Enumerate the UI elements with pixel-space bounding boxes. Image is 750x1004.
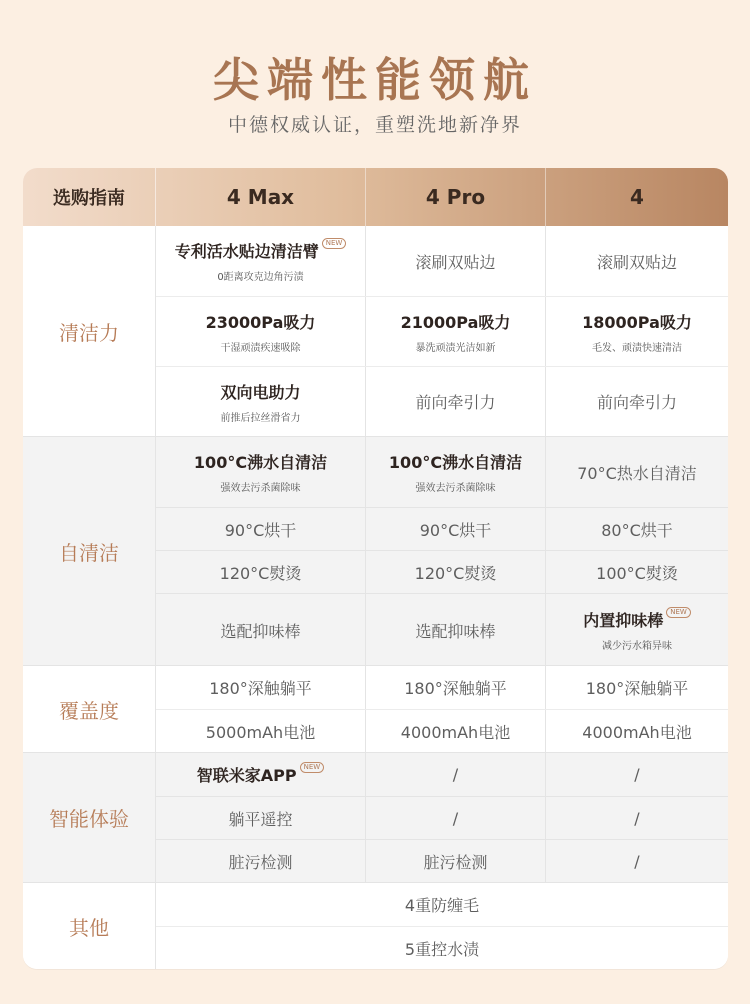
table-row xyxy=(156,366,728,436)
cell-main-text: 18000Pa吸力 xyxy=(582,312,692,332)
cell-4pro xyxy=(366,594,546,666)
cell-main-text: 5000mAh电池 xyxy=(205,723,316,742)
cell-main-text: / xyxy=(634,852,640,871)
group-label-coverage: 覆盖度 xyxy=(23,666,156,752)
cell-main-text: 选配抑味棒 xyxy=(415,621,496,641)
cell-sub-text: 强效去污杀菌除味 xyxy=(415,483,496,494)
cell-4max xyxy=(156,508,366,550)
cell-main-text: 100°C沸水自清洁 xyxy=(193,453,328,472)
table-row xyxy=(156,226,728,296)
table-row xyxy=(156,883,728,926)
table-row xyxy=(156,926,728,969)
cell-main-text: 5重控水渍 xyxy=(404,940,480,959)
cell-sub-text: 暴洗顽渍光洁如新 xyxy=(415,342,496,354)
cell-4pro xyxy=(366,710,546,753)
new-badge: NEW xyxy=(300,762,325,773)
cell-main-text: 80°C烘干 xyxy=(601,520,673,540)
cell-main-text: 前向牵引力 xyxy=(415,393,496,412)
cell-main-text: 23000Pa吸力 xyxy=(205,312,316,332)
cell-4pro xyxy=(366,508,546,550)
cell-main-text: 120°C熨烫 xyxy=(219,563,302,583)
cell-main-text: 脏污检测 xyxy=(228,853,293,872)
cell-sub-text: 0距离攻克边角污渍 xyxy=(217,272,304,283)
table-row xyxy=(156,593,728,666)
cell-main-text: 滚刷双贴边 xyxy=(596,252,677,272)
cell-main-text: 180°深触躺平 xyxy=(585,679,689,698)
cell-4max xyxy=(156,594,366,666)
cell-main-text: 70°C热水自清洁 xyxy=(577,463,697,483)
cell-4pro xyxy=(366,226,546,296)
group-other xyxy=(23,882,728,969)
header-model-4: 4 xyxy=(630,185,644,209)
cell-main-text: 180°深触躺平 xyxy=(404,679,507,698)
table-row xyxy=(156,709,728,753)
cell-4 xyxy=(546,508,728,550)
cell-main-text: 双向电助力 xyxy=(220,382,301,402)
group-label-other: 其他 xyxy=(23,883,156,969)
cell-main-text: 滚刷双贴边 xyxy=(415,252,496,272)
header-model-4-max: 4 Max xyxy=(156,168,366,226)
cell-main-text: 90°C烘干 xyxy=(419,520,492,540)
cell-main-text: / xyxy=(452,765,459,784)
group-label-smart: 智能体验 xyxy=(23,753,156,882)
cell-4 xyxy=(546,367,728,436)
table-row xyxy=(156,550,728,593)
cell-main-text: / xyxy=(634,765,640,784)
group-smart xyxy=(23,752,728,882)
page-title: 尖端性能领航 xyxy=(213,53,537,107)
cell-main-text: 内置抑味棒 xyxy=(583,611,664,630)
cell-4pro xyxy=(366,753,546,796)
cell-main-text: 180°深触躺平 xyxy=(209,679,312,698)
cell-4max xyxy=(156,797,366,839)
cell-main-text: 专利活水贴边清洁臂 xyxy=(174,242,319,261)
cell-4pro xyxy=(366,367,546,436)
cell-4 xyxy=(546,297,728,366)
cell-main-text: 4000mAh电池 xyxy=(400,723,511,742)
cell-4 xyxy=(546,666,728,709)
cell-4 xyxy=(546,710,728,753)
header-corner-label: 选购指南 xyxy=(23,168,156,226)
group-clean-power xyxy=(23,226,728,436)
table-row xyxy=(156,437,728,507)
cell-4 xyxy=(546,437,728,507)
cell-main-text: 智联米家APP xyxy=(196,766,297,785)
cell-main-text: 120°C熨烫 xyxy=(414,563,497,583)
cell-main-text: 4重防缠毛 xyxy=(404,896,480,915)
cell-main-text: / xyxy=(634,808,640,828)
cell-4max xyxy=(156,710,366,753)
cell-4pro xyxy=(366,666,546,709)
table-row xyxy=(156,839,728,883)
cell-4max xyxy=(156,666,366,709)
cell-all-models xyxy=(156,927,728,969)
table-row xyxy=(156,666,728,709)
page-subtitle: 中德权威认证，重塑洗地新净界 xyxy=(227,114,522,136)
cell-main-text: 100°C沸水自清洁 xyxy=(388,453,523,472)
cell-4 xyxy=(546,226,728,296)
cell-4pro xyxy=(366,437,546,507)
cell-main-text: 选配抑味棒 xyxy=(220,621,301,641)
header-model-4-pro: 4 Pro xyxy=(366,168,546,226)
cell-main-text: 21000Pa吸力 xyxy=(400,312,511,332)
table-row xyxy=(156,753,728,796)
cell-4pro xyxy=(366,297,546,366)
table-row xyxy=(156,507,728,550)
cell-4 xyxy=(546,753,728,796)
cell-4 xyxy=(546,797,728,839)
comparison-table xyxy=(23,168,728,969)
cell-4pro xyxy=(366,551,546,593)
group-coverage xyxy=(23,665,728,752)
cell-4pro xyxy=(366,797,546,839)
cell-sub-text: 干湿顽渍疾速吸除 xyxy=(220,342,301,354)
cell-4max xyxy=(156,226,366,296)
group-self-clean xyxy=(23,436,728,665)
cell-sub-text: 毛发、顽渍快速清洁 xyxy=(592,342,682,354)
cell-4 xyxy=(546,594,728,666)
cell-sub-text: 强效去污杀菌除味 xyxy=(220,483,301,494)
cell-4max xyxy=(156,753,366,796)
cell-all-models xyxy=(156,883,728,926)
cell-main-text: 躺平遥控 xyxy=(228,809,293,829)
cell-4pro xyxy=(366,840,546,883)
cell-sub-text: 前推后拉丝滑省力 xyxy=(220,412,301,424)
cell-main-text: 100°C熨烫 xyxy=(596,563,678,583)
cell-4max xyxy=(156,840,366,883)
cell-4max xyxy=(156,297,366,366)
table-row xyxy=(156,296,728,366)
cell-4 xyxy=(546,551,728,593)
cell-main-text: 脏污检测 xyxy=(423,853,488,872)
cell-main-text: 前向牵引力 xyxy=(596,393,677,412)
cell-main-text: / xyxy=(452,808,459,828)
group-label-clean-power: 清洁力 xyxy=(23,226,156,436)
cell-main-text: 90°C烘干 xyxy=(224,520,297,540)
new-badge: NEW xyxy=(322,238,347,249)
new-badge: NEW xyxy=(666,607,691,618)
table-row xyxy=(156,796,728,839)
cell-4 xyxy=(546,840,728,883)
cell-sub-text: 减少污水箱异味 xyxy=(602,641,672,652)
group-label-self-clean: 自清洁 xyxy=(23,437,156,665)
cell-4max xyxy=(156,367,366,436)
cell-4max xyxy=(156,437,366,507)
table-header-row xyxy=(23,168,728,226)
cell-main-text: 4000mAh电池 xyxy=(582,723,692,742)
cell-4max xyxy=(156,551,366,593)
